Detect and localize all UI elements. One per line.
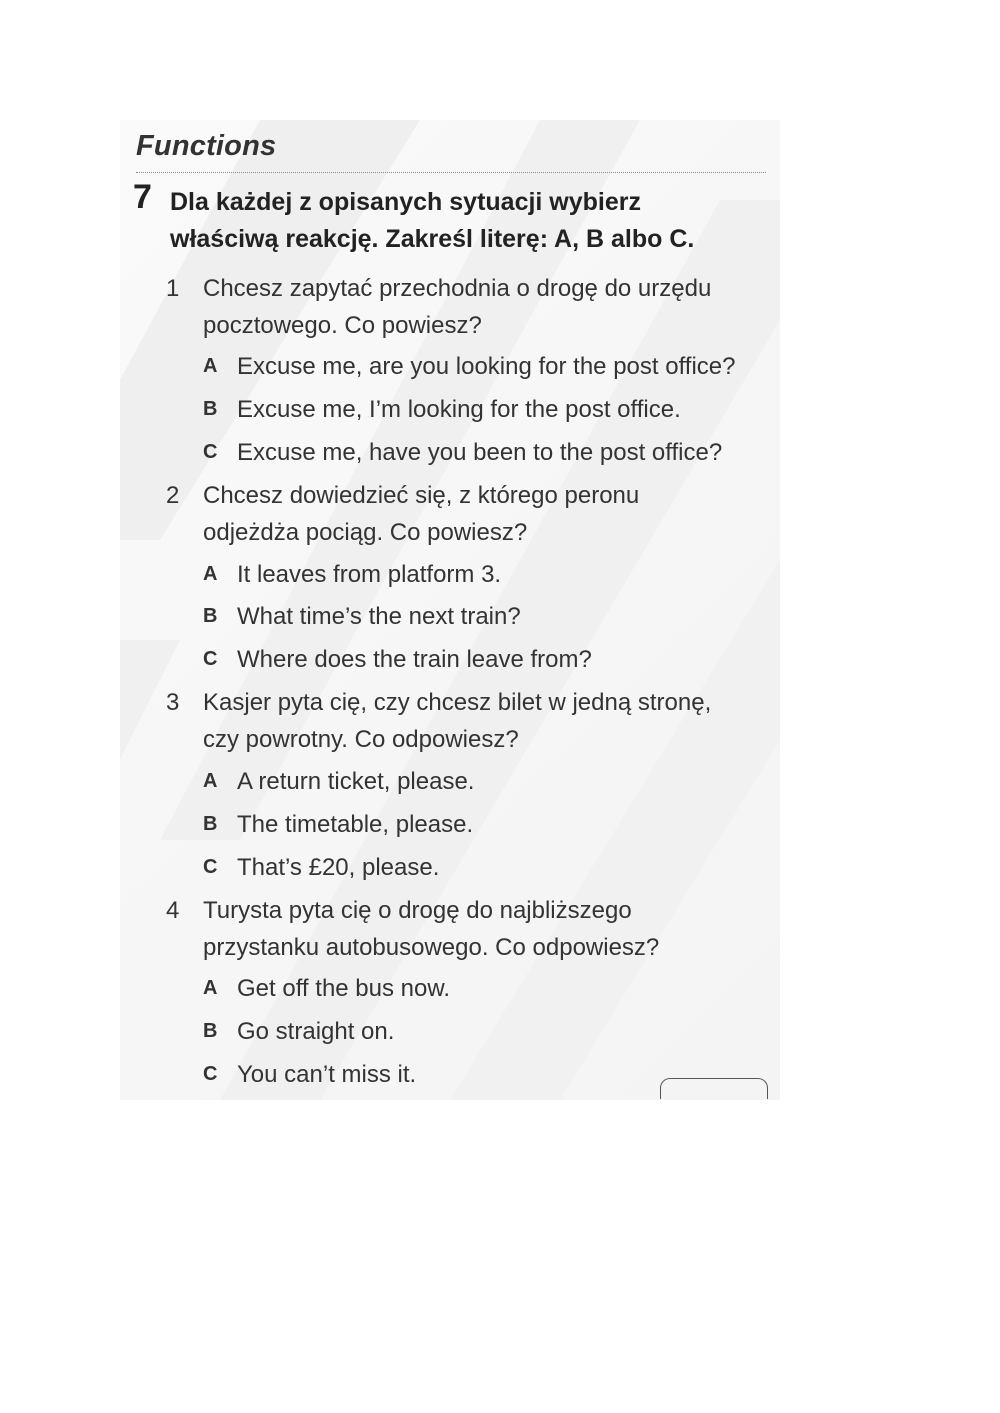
option-letter: C [203, 441, 218, 463]
option-3a[interactable] [203, 763, 783, 800]
option-letter: A [203, 355, 218, 377]
option-text: You can’t miss it. [237, 1061, 417, 1088]
option-letter: A [203, 977, 218, 999]
option-letter: A [203, 563, 218, 585]
option-letter: C [203, 1063, 218, 1085]
option-text: The timetable, please. [237, 811, 474, 838]
option-3b[interactable] [203, 806, 783, 843]
option-4a[interactable] [203, 970, 783, 1007]
score-box [660, 1078, 768, 1099]
option-letter: B [203, 605, 218, 627]
instruction-line-2: właściwą reakcję. Zakreśl literę: A, B albo C. [170, 225, 695, 253]
option-text: Get off the bus now. [237, 975, 451, 1002]
question-text-line-2: pocztowego. Co powiesz? [203, 312, 482, 339]
question-4 [166, 892, 766, 966]
question-text-line-1: Kasjer pyta cię, czy chcesz bilet w jedną stronę, [203, 689, 712, 716]
question-text-line-2: odjeżdża pociąg. Co powiesz? [203, 519, 528, 546]
question-number: 3 [166, 689, 180, 716]
question-2 [166, 477, 766, 551]
option-text: Excuse me, are you looking for the post office? [237, 353, 736, 380]
question-3 [166, 684, 766, 758]
question-number: 1 [166, 275, 180, 302]
option-text: That’s £20, please. [237, 854, 440, 881]
option-text: It leaves from platform 3. [237, 561, 502, 588]
option-1c[interactable] [203, 434, 783, 471]
option-3c[interactable] [203, 849, 783, 886]
section-title: Functions [136, 130, 277, 162]
option-letter: B [203, 813, 218, 835]
option-letter: B [203, 398, 218, 420]
option-text: What time’s the next train? [237, 603, 521, 630]
option-2c[interactable] [203, 641, 783, 678]
option-text: A return ticket, please. [237, 768, 475, 795]
option-letter: B [203, 1020, 218, 1042]
option-2b[interactable] [203, 598, 783, 635]
option-letter: C [203, 648, 218, 670]
option-1b[interactable] [203, 391, 783, 428]
option-4b[interactable] [203, 1013, 783, 1050]
option-1a[interactable] [203, 348, 783, 385]
question-text-line-1: Chcesz zapytać przechodnia o drogę do urzędu [203, 275, 712, 302]
exercise-number: 7 [133, 178, 152, 216]
option-letter: A [203, 770, 218, 792]
instruction-line-1: Dla każdej z opisanych sytuacji wybierz [170, 188, 642, 216]
exercise-instruction [170, 184, 770, 258]
question-text-line-2: przystanku autobusowego. Co odpowiesz? [203, 934, 660, 961]
option-text: Go straight on. [237, 1018, 395, 1045]
option-text: Excuse me, I’m looking for the post office. [237, 396, 681, 423]
option-text: Where does the train leave from? [237, 646, 592, 673]
question-number: 2 [166, 482, 180, 509]
question-1 [166, 270, 766, 344]
option-letter: C [203, 856, 218, 878]
title-divider [136, 172, 766, 173]
question-text-line-1: Chcesz dowiedzieć się, z którego peronu [203, 482, 640, 509]
question-number: 4 [166, 897, 180, 924]
question-text-line-2: czy powrotny. Co odpowiesz? [203, 726, 519, 753]
option-2a[interactable] [203, 556, 783, 593]
question-text-line-1: Turysta pyta cię o drogę do najbliższego [203, 897, 632, 924]
option-text: Excuse me, have you been to the post office? [237, 439, 723, 466]
